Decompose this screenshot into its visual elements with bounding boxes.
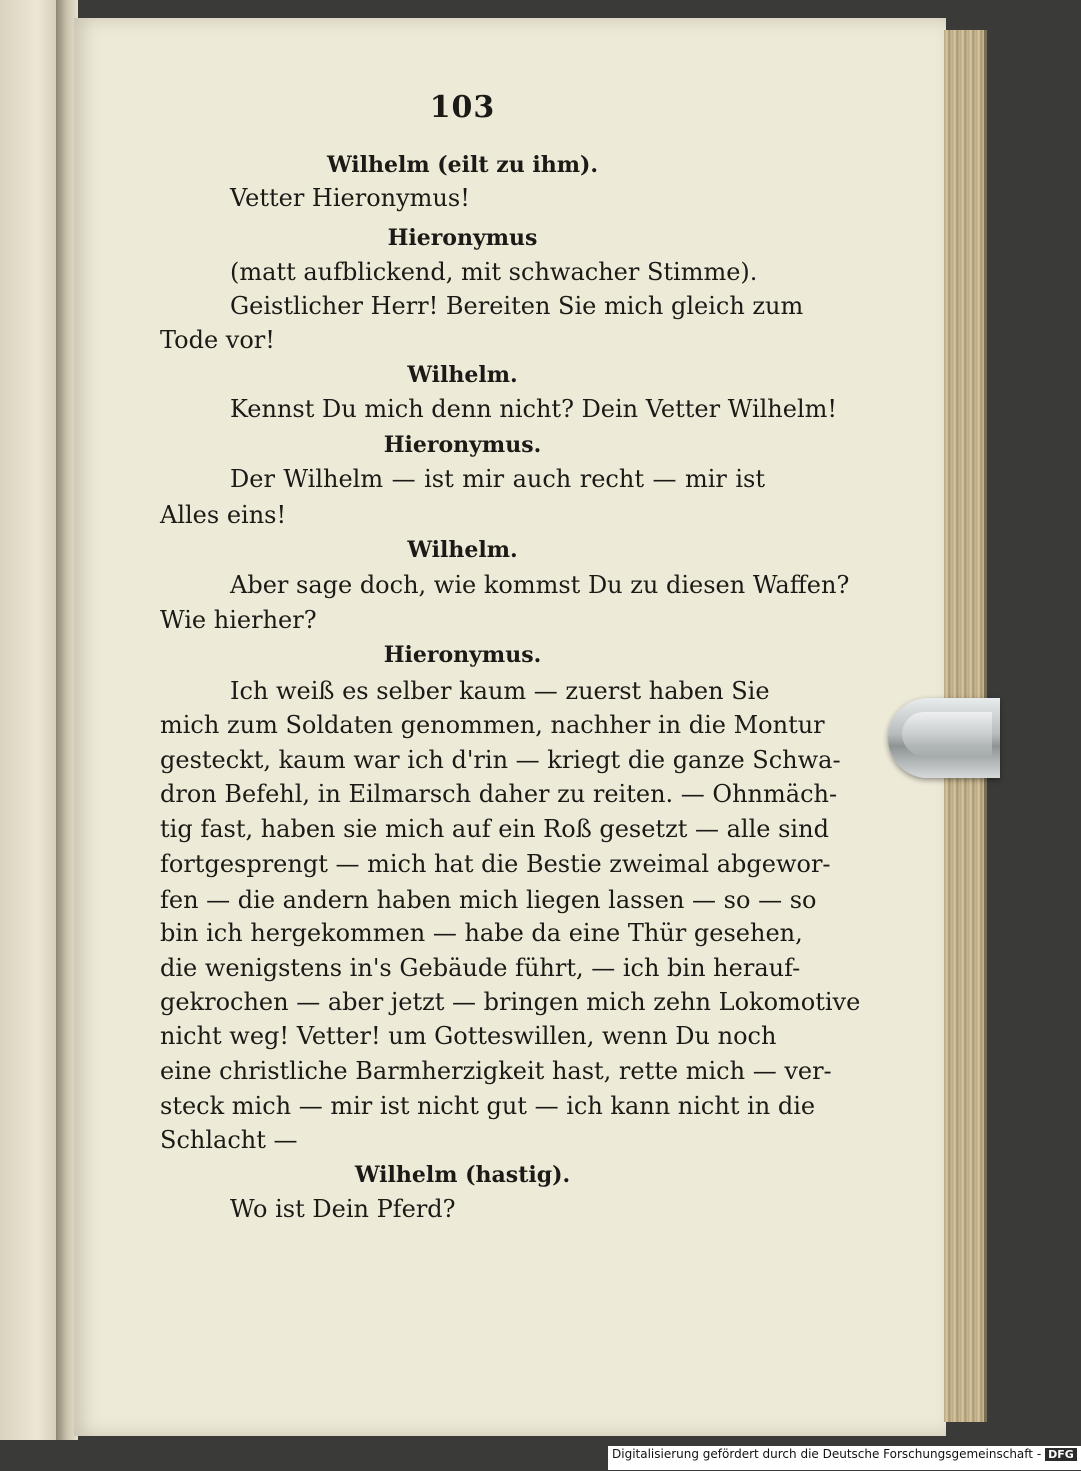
text-line: Schlacht — <box>160 1126 298 1154</box>
metal-page-clip <box>888 698 1000 778</box>
text-line: Der Wilhelm — ist mir auch recht — mir ist <box>230 465 765 493</box>
digitization-footer <box>608 1446 1081 1470</box>
speaker-name: Hieronymus <box>387 225 538 251</box>
text-line: tig fast, haben sie mich auf ein Roß gesetzt — alle sind <box>160 815 829 843</box>
text-line: Tode vor! <box>160 326 275 354</box>
speaker-name: Wilhelm (eilt zu ihm). <box>326 152 599 178</box>
speaker-name: Wilhelm. <box>407 537 518 563</box>
text-line: (matt aufblickend, mit schwacher Stimme). <box>230 258 758 286</box>
text-line: gekrochen — aber jetzt — bringen mich zehn Lokomotive <box>160 988 861 1016</box>
dfg-logo: DFG <box>1045 1448 1077 1461</box>
speaker-name: Wilhelm (hastig). <box>354 1162 571 1188</box>
text-line: Wo ist Dein Pferd? <box>230 1195 456 1223</box>
text-line: Ich weiß es selber kaum — zuerst haben Sie <box>230 677 770 705</box>
text-line: Wie hierher? <box>160 606 317 634</box>
text-line: eine christliche Barmherzigkeit hast, rette mich — ver- <box>160 1057 832 1085</box>
text-line: Vetter Hieronymus! <box>230 184 470 212</box>
left-page-edge <box>0 0 62 1440</box>
text-line: Geistlicher Herr! Bereiten Sie mich gleich zum <box>230 292 804 320</box>
text-line: fortgesprengt — mich hat die Bestie zweimal abgewor- <box>160 850 831 878</box>
speaker-name: Hieronymus. <box>383 642 542 668</box>
text-line: Alles eins! <box>160 501 287 529</box>
text-line: Kennst Du mich denn nicht? Dein Vetter Wilhelm! <box>230 395 838 423</box>
text-line: gesteckt, kaum war ich d'rin — kriegt die ganze Schwa- <box>160 746 841 774</box>
text-line: dron Befehl, in Eilmarsch daher zu reiten. — Ohnmäch- <box>160 780 838 808</box>
text-line: nicht weg! Vetter! um Gotteswillen, wenn Du noch <box>160 1022 777 1050</box>
speaker-name: Hieronymus. <box>383 432 542 458</box>
page-number: 103 <box>429 90 496 125</box>
text-line: mich zum Soldaten genommen, nachher in die Montur <box>160 711 825 739</box>
clip-highlight <box>902 712 992 756</box>
text-line: bin ich hergekommen — habe da eine Thür gesehen, <box>160 919 803 947</box>
footer-text: Digitalisierung gefördert durch die Deutsche Forschungsgemeinschaft - <box>612 1447 1042 1461</box>
text-line: steck mich — mir ist nicht gut — ich kann nicht in die <box>160 1092 816 1120</box>
text-line: fen — die andern haben mich liegen lassen — so — so <box>160 886 817 914</box>
text-line: die wenigstens in's Gebäude führt, — ich bin herauf- <box>160 954 801 982</box>
text-line: Aber sage doch, wie kommst Du zu diesen Waffen? <box>230 571 850 599</box>
speaker-name: Wilhelm. <box>407 362 518 388</box>
